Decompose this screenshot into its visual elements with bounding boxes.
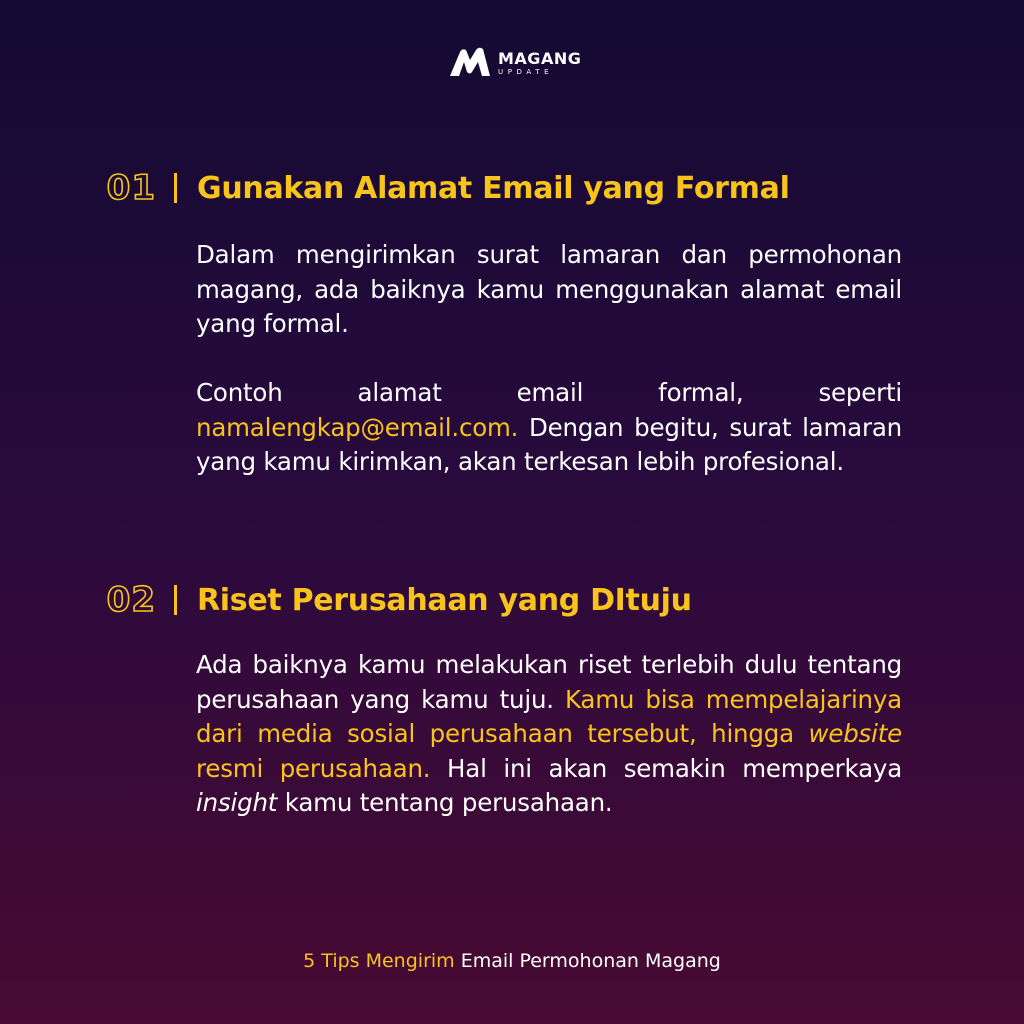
tip-2-number: 02	[106, 580, 156, 620]
tip-1-title: Gunakan Alamat Email yang Formal	[197, 170, 790, 206]
tip-1-header	[96, 168, 790, 208]
brand-logo	[448, 46, 581, 80]
example-email: namalengkap@email.com.	[196, 412, 519, 442]
magang-logo-icon	[448, 46, 492, 80]
highlight-text: Kamu bisa mempelajarinya dari media sosial perusahaan tersebut, hingga	[196, 684, 902, 748]
tip-2-paragraph	[196, 648, 902, 821]
text-segment: Ada baiknya kamu melakukan riset terlebih dulu tentang perusahaan yang kamu tuju.	[196, 650, 902, 714]
highlight-italic-text: website	[808, 719, 902, 748]
italic-text: insight	[196, 788, 278, 817]
footer-caption	[0, 950, 1024, 972]
tip-2-title: Riset Perusahaan yang DItuju	[197, 582, 692, 618]
text-segment: Contoh alamat email formal, seperti	[196, 378, 902, 407]
text-segment: Hal ini akan semakin memperkaya	[430, 753, 903, 783]
footer-text: Email Permohonan Magang	[454, 950, 721, 972]
tip-2-header	[96, 580, 692, 620]
divider	[174, 173, 177, 203]
tip-1-number: 01	[106, 168, 156, 208]
text-segment: Dengan begitu, surat lamaran yang kamu kirimkan, akan terkesan lebih profesional.	[196, 412, 902, 476]
brand-name: MAGANG	[498, 48, 582, 68]
highlight-text: resmi perusahaan.	[196, 753, 431, 783]
brand-tagline: UPDATE	[498, 67, 554, 76]
tip-1-paragraph-2	[196, 376, 902, 480]
text-segment: kamu tentang perusahaan.	[277, 788, 613, 817]
footer-highlight: 5 Tips Mengirim	[303, 950, 455, 972]
tip-1-paragraph-1: Dalam mengirimkan surat lamaran dan permohonan magang, ada baiknya kamu menggunakan alamat email yang formal.	[196, 240, 902, 338]
divider	[174, 585, 177, 615]
